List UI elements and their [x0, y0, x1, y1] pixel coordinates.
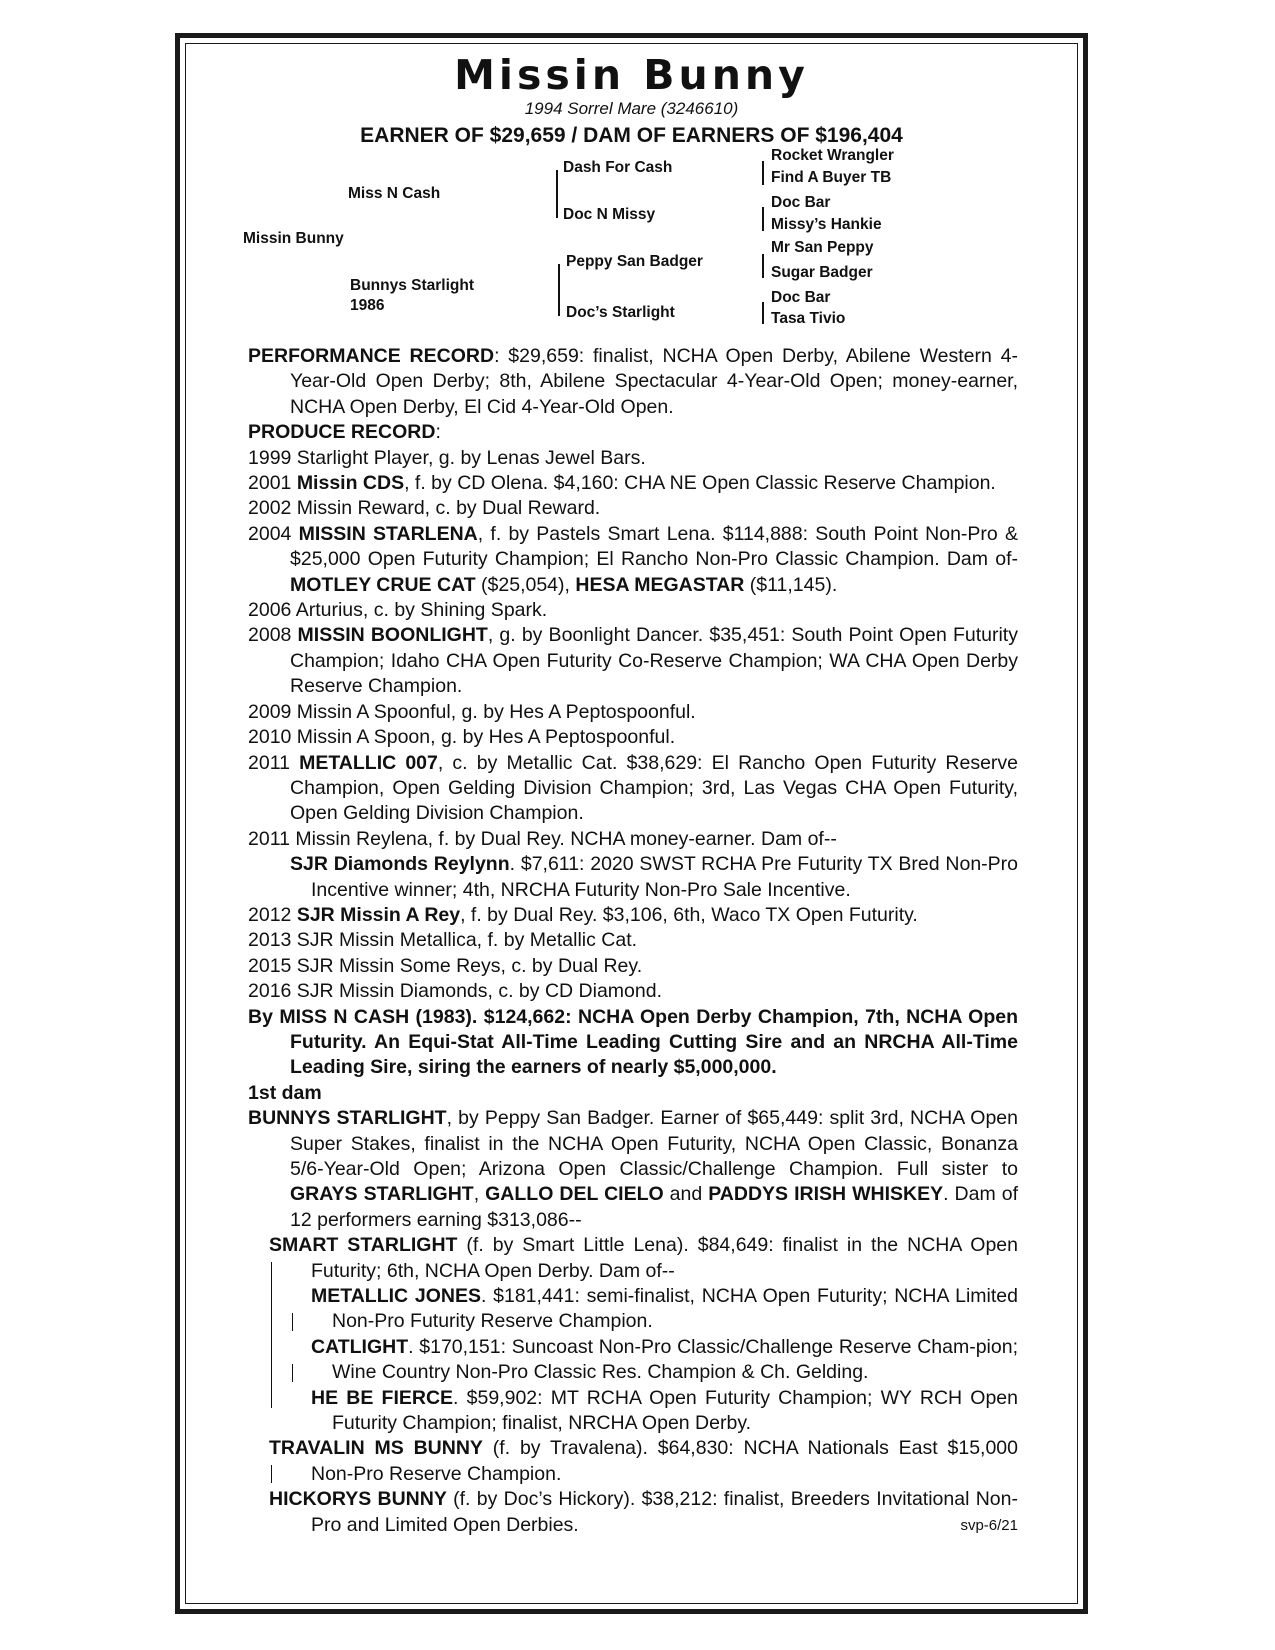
produce-2012: 2012 SJR Missin A Rey, f. by Dual Rey. $3,106, 6th, Waco TX Open Futurity. — [248, 903, 918, 926]
pedigree-bracket-g34 — [762, 207, 764, 231]
grandget-he-be-fierce: HE BE FIERCE. $59,902: MT RCHA Open Futurity Champion; WY RCH Open Futurity Champion; finalist, NRCHA Open Derby. — [311, 1386, 1018, 1435]
pedigree-dam-dam: Doc’s Starlight — [566, 304, 675, 321]
pedigree-g3: Doc Bar — [771, 194, 831, 211]
performance-record: PERFORMANCE RECORD: $29,659: finalist, NCHA Open Derby, Abilene Western 4-Year-Old Open Derby; 8th, Abilene Spectacular 4-Year-Old Open; money-earner, NCHA Open Derby, El Cid 4-Year-Old Open. — [248, 345, 1018, 418]
earnings-headline: EARNER OF $29,659 / DAM OF EARNERS OF $196,404 — [360, 124, 903, 147]
produce-2011-offspring: SJR Diamonds Reylynn. $7,611: 2020 SWST RCHA Pre Futurity TX Bred Non-Pro Incentive winner; 4th, NRCHA Futurity Non-Pro Sale Incentive. — [290, 853, 1018, 901]
travalin-block — [248, 1436, 1018, 1487]
horse-subtitle: 1994 Sorrel Mare (3246610) — [524, 99, 739, 118]
pedigree-bracket-g78 — [762, 302, 764, 324]
pedigree-g2: Find A Buyer TB — [771, 169, 892, 186]
pedigree-g6: Sugar Badger — [771, 264, 873, 281]
catalog-body — [248, 344, 1018, 1538]
daughter-smart-starlight: SMART STARLIGHT (f. by Smart Little Lena). $84,649: finalist in the NCHA Open Futurity; 6th, NCHA Open Derby. Dam of-- — [269, 1234, 1018, 1282]
pedigree-sire-sire: Dash For Cash — [563, 159, 673, 176]
first-dam-heading: 1st dam — [248, 1081, 322, 1104]
pedigree-bracket-dam — [558, 264, 560, 316]
catalog-code: svp-6/21 — [960, 1516, 1018, 1534]
pedigree-bracket-g12 — [762, 161, 764, 185]
pedigree-sire-dam: Doc N Missy — [563, 206, 656, 223]
horse-title: Missin Bunny — [454, 51, 809, 99]
pedigree-sire: Miss N Cash — [348, 185, 441, 202]
pedigree-dam-sire: Peppy San Badger — [566, 253, 703, 270]
produce-record-heading: PRODUCE RECORD: — [248, 421, 441, 444]
produce-2011-reylena: 2011 Missin Reylena, f. by Dual Rey. NCHA money-earner. Dam of-- — [248, 827, 837, 850]
produce-2001: 2001 Missin CDS, f. by CD Olena. $4,160: CHA NE Open Classic Reserve Champion. — [248, 472, 996, 495]
performance-label: PERFORMANCE RECORD — [248, 345, 495, 367]
produce-1999: 1999 Starlight Player, g. by Lenas Jewel Bars. — [248, 446, 646, 469]
pedigree-g7: Doc Bar — [771, 289, 831, 306]
daughter-hickorys-bunny: HICKORYS BUNNY (f. by Doc’s Hickory). $38,212: finalist, Breeders Invitational Non-Pro and Limited Open Derbies. svp-6/21 — [248, 1487, 1018, 1538]
daughter-travalin-ms-bunny: TRAVALIN MS BUNNY (f. by Travalena). $64,830: NCHA Nationals East $15,000 Non-Pro Reserve Champion. — [269, 1437, 1019, 1485]
pedigree-g8: Tasa Tivio — [771, 310, 846, 327]
produce-2006: 2006 Arturius, c. by Shining Spark. — [248, 599, 548, 622]
produce-2002: 2002 Missin Reward, c. by Dual Reward. — [248, 497, 601, 520]
produce-2016: 2016 SJR Missin Diamonds, c. by CD Diamond. — [248, 980, 662, 1003]
pedigree-dam: Bunnys Starlight — [350, 277, 475, 294]
produce-2008: 2008 MISSIN BOONLIGHT, g. by Boonlight Dancer. $35,451: South Point Open Futurity Champion; Idaho CHA Open Futurity Co-Reserve Champion; WA CHA Open Derby Reserve Champion. — [248, 624, 1018, 698]
produce-2010: 2010 Missin A Spoon, g. by Hes A Peptospoonful. — [248, 726, 676, 749]
grandget-catlight: CATLIGHT. $170,151: Suncoast Non-Pro Classic/Challenge Reserve Cham-pion; Wine Country Non-Pro Classic Res. Champion & Ch. Gelding. — [311, 1335, 1018, 1384]
pedigree-bracket-sire — [556, 170, 558, 218]
produce-2011-metallic: 2011 METALLIC 007, c. by Metallic Cat. $38,629: El Rancho Open Futurity Reserve Champion, Open Gelding Division Champion; 3rd, Las Vegas CHA Open Futurity, Open Gelding Division Champion. — [248, 751, 1018, 825]
pedigree-horse: Missin Bunny — [243, 230, 344, 247]
first-dam-entry: BUNNYS STARLIGHT, by Peppy San Badger. Earner of $65,449: split 3rd, NCHA Open Super Stakes, finalist in the NCHA Open Futurity, NCHA Open Classic, Bonanza 5/6-Year-Old Open; Arizona Open Classic/Challenge Champion. Full sister to GRAYS STARLIGHT, GALLO DEL CIELO and PADDYS IRISH WHISKEY. Dam of 12 performers earning $313,086-- — [248, 1107, 1018, 1231]
pedigree-dam-year: 1986 — [350, 297, 385, 314]
produce-2015: 2015 SJR Missin Some Reys, c. by Dual Rey. — [248, 954, 643, 977]
smart-starlight-block — [248, 1233, 1018, 1436]
grandget-metallic-jones: METALLIC JONES. $181,441: semi-finalist, NCHA Open Futurity; NCHA Limited Non-Pro Futurity Reserve Champion. — [311, 1285, 1018, 1333]
pedigree-g4: Missy’s Hankie — [771, 216, 882, 233]
produce-2009: 2009 Missin A Spoonful, g. by Hes A Peptospoonful. — [248, 700, 696, 723]
produce-2004: 2004 MISSIN STARLENA, f. by Pastels Smart Lena. $114,888: South Point Non-Pro & $25,000 Open Futurity Champion; El Rancho Non-Pro Classic Champion. Dam of-MOTLEY CRUE CAT ($25,054), HESA MEGASTAR ($11,145). — [248, 522, 1018, 596]
pedigree-g5: Mr San Peppy — [771, 239, 874, 256]
pedigree-g1: Rocket Wrangler — [771, 147, 894, 164]
produce-2013: 2013 SJR Missin Metallica, f. by Metallic Cat. — [248, 929, 638, 952]
sire-note: By MISS N CASH (1983). $124,662: NCHA Open Derby Champion, 7th, NCHA Open Futurity. An Equi-Stat All-Time Leading Cutting Sire and an NRCHA All-Time Leading Sire, siring the earners of nearly $5,000,000. — [248, 1005, 1018, 1079]
pedigree-bracket-g56 — [762, 254, 764, 278]
